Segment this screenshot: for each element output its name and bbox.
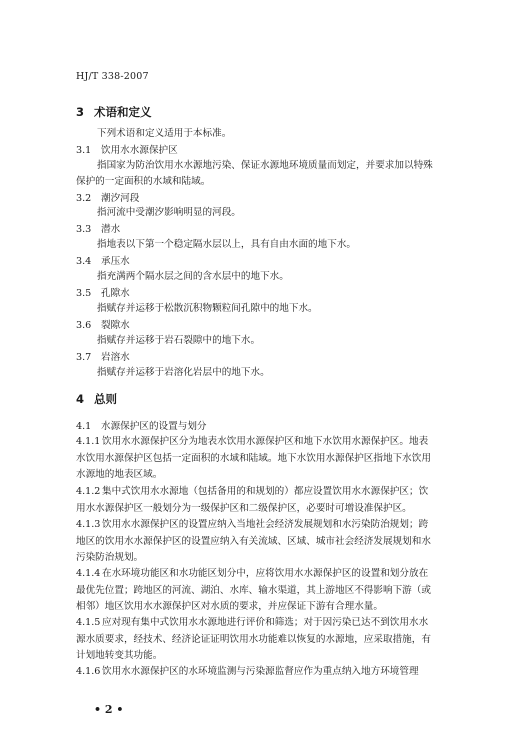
term-name: 孔隙水 xyxy=(101,288,130,299)
subsection-title: 水源保护区的设置与划分 xyxy=(101,421,207,432)
section-3-heading xyxy=(76,104,152,120)
term-3-2: 3.2 潮汐河段 xyxy=(76,193,140,204)
term-3-1: 3.1 饮用水水源保护区 xyxy=(76,145,178,156)
paragraph-4-1-2: 4.1.2 集中式饮用水水源地（包括备用的和规划的）都应设置饮用水水源保护区；饮 用水水源保护区一般划分为一级保护区和二级保护区，必要时可增设准保护区。 xyxy=(76,486,429,514)
term-definition-line: 指充满两个隔水层之间的含水层中的地下水。 xyxy=(97,271,289,282)
term-name: 潮汐河段 xyxy=(101,193,140,204)
term-3-3: 3.3 潜水 xyxy=(76,224,121,235)
term-definition-line: 指赋存并运移于岩石裂隙中的地下水。 xyxy=(97,335,261,346)
paragraph-4-1-4: 4.1.4 在水环境功能区和水功能区划分中，应将饮用水水源保护区的设置和划分放在 最优先位置；跨地区的河流、湖泊、水库、输水渠道，其上游地区不得影响下游（或 相邻）地区饮用水水源保护区对水质的要求，并应保证下游有合理水量。 xyxy=(76,568,431,612)
section-4-number: 4 xyxy=(76,392,85,406)
doc-header-code: HJ/T 338-2007 xyxy=(76,71,149,82)
section-4-title: 总则 xyxy=(94,392,117,406)
term-3-7: 3.7 岩溶水 xyxy=(76,352,130,363)
term-name: 潜水 xyxy=(101,224,121,235)
term-name: 岩溶水 xyxy=(101,352,130,363)
section-3-title: 术语和定义 xyxy=(94,105,152,119)
term-name: 饮用水水源保护区 xyxy=(101,145,178,156)
section-4-heading xyxy=(76,391,117,407)
term-name: 裂隙水 xyxy=(101,320,130,331)
term-3-6: 3.6 裂隙水 xyxy=(76,320,130,331)
section-3-number: 3 xyxy=(76,105,85,119)
term-definition-line: 指赋存并运移于岩溶化岩层中的地下水。 xyxy=(97,367,270,378)
term-definition-line: 指国家为防治饮用水水源地污染、保证水源地环境质量而划定，并要求加以特殊 xyxy=(97,160,433,171)
paragraph-4-1-6: 4.1.6 饮用水水源保护区的水环境监测与污染源监督应作为重点纳入地方环境管理 xyxy=(76,666,419,677)
paragraph-4-1-1: 4.1.1 饮用水水源保护区分为地表水饮用水源保护区和地下水饮用水源保护区。地表 水饮用水源保护区包括一定面积的水域和陆域。地下水饮用水源保护区指地下水饮用 水源地的地表区域。 xyxy=(76,436,431,480)
term-3-4: 3.4 承压水 xyxy=(76,256,130,267)
subsection-4-1: 4.1 水源保护区的设置与划分 xyxy=(76,421,207,432)
term-3-5: 3.5 孔隙水 xyxy=(76,288,130,299)
page-number: • 2 • xyxy=(94,703,124,716)
term-definition-line: 指赋存并运移于松散沉积物颗粒间孔隙中的地下水。 xyxy=(97,303,318,314)
paragraph-4-1-5: 4.1.5 应对现有集中式饮用水水源地进行评价和筛选；对于因污染已达不到饮用水水 源水质要求，经技术、经济论证证明饮用水功能难以恢复的水源地，应采取措施，有 计划地转变其功能。 xyxy=(76,617,431,661)
term-definition-line: 保护的一定面积的水域和陆域。 xyxy=(76,176,211,187)
section-3-intro: 下列术语和定义适用于本标准。 xyxy=(97,128,232,139)
term-definition-line: 指河流中受潮汐影响明显的河段。 xyxy=(97,207,241,218)
term-definition-line: 指地表以下第一个稳定隔水层以上，具有自由水面的地下水。 xyxy=(97,239,357,250)
term-name: 承压水 xyxy=(101,256,130,267)
paragraph-4-1-3: 4.1.3 饮用水水源保护区的设置应纳入当地社会经济发展规划和水污染防治规划；跨 地区的饮用水水源保护区的设置应纳入有关流域、区域、城市社会经济发展规划和水 污染防治规划。 xyxy=(76,519,431,563)
